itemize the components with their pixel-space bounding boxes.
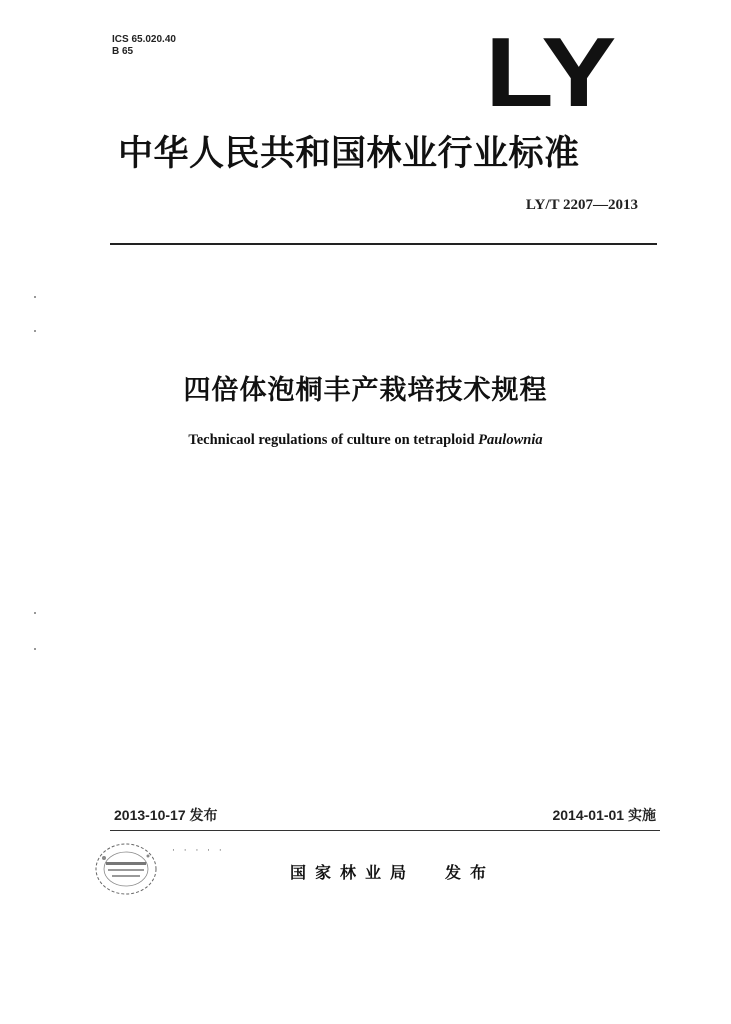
english-title-italic: Paulownia (478, 432, 543, 448)
ly-logo: LY (485, 17, 615, 127)
issue-date: 2013-10-17 发布 (114, 807, 218, 823)
publish-label: 发布 (445, 863, 496, 882)
ics-code-block (112, 34, 176, 58)
effective-date: 2014-01-01 实施 (552, 807, 656, 823)
scan-speck (34, 648, 36, 650)
scan-speck (34, 330, 36, 332)
document-english-title (0, 432, 731, 449)
circular-seal-stamp-icon (92, 840, 160, 898)
document-title: 四倍体泡桐丰产栽培技术规程 (183, 375, 548, 406)
standard-title: 中华人民共和国林业行业标准 (118, 134, 580, 174)
scan-speck (34, 612, 36, 614)
header-divider (110, 243, 657, 245)
scan-speck (34, 296, 36, 298)
standard-code: LY/T 2207—2013 (525, 197, 638, 213)
footer-divider (110, 830, 660, 831)
ics-number: ICS 65.020.40 (112, 34, 176, 45)
scan-dots: · · · · · (172, 846, 225, 856)
publisher-name: 国家林业局 (290, 863, 416, 882)
classification-code: B 65 (112, 46, 134, 57)
english-title-main: Technicaol regulations of culture on tetraploid (188, 432, 479, 448)
